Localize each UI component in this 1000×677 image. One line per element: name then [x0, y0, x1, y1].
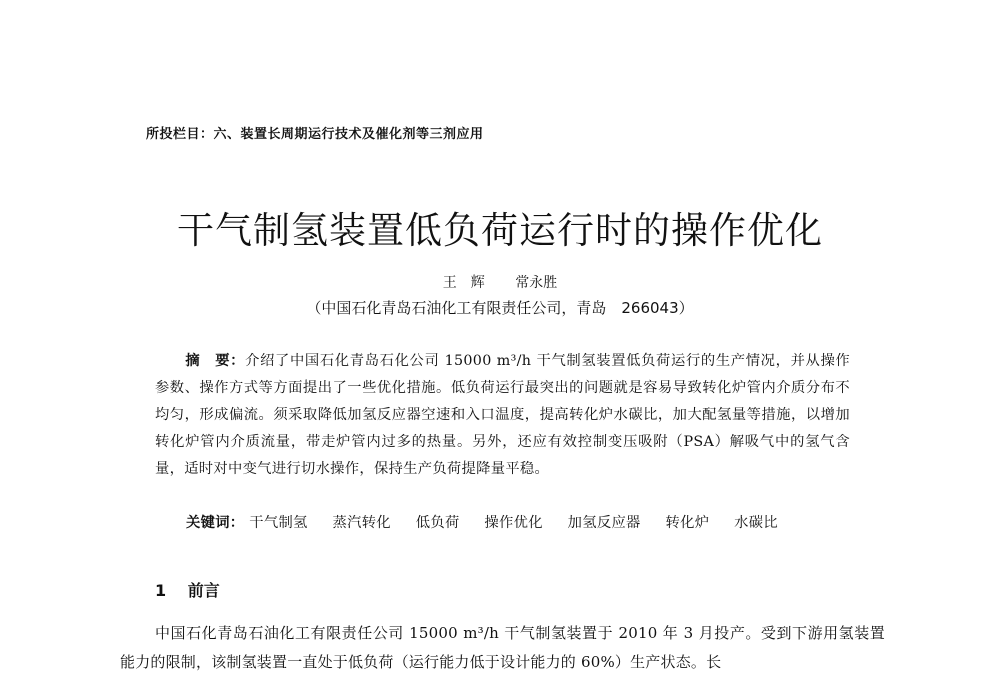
author-name: 王 辉 [442, 275, 485, 291]
abstract [155, 348, 850, 483]
section-heading [155, 578, 220, 601]
section-title: 前言 [187, 581, 220, 600]
body-paragraph: 中国石化青岛石油化工有限责任公司 15000 m³/h 干气制氢装置于 2010 年 3 月投产。受到下游用氢装置能力的限制，该制氢装置一直处于低负荷（运行能力低于设计能力的 60%）生产状态。长 [120, 624, 885, 671]
keyword: 水碳比 [734, 515, 778, 531]
keywords [186, 512, 798, 532]
abstract-label: 摘 要： [185, 353, 246, 369]
keyword: 干气制氢 [249, 515, 308, 531]
keywords-label: 关键词： [186, 515, 245, 531]
keyword: 转化炉 [665, 515, 710, 531]
author-list [0, 272, 1000, 292]
keyword: 低负荷 [415, 515, 460, 531]
author-name: 常永胜 [515, 275, 558, 291]
author-affiliation: （中国石化青岛石油化工有限责任公司，青岛 266043） [306, 299, 694, 317]
column-note: 所投栏目：六、装置长周期运行技术及催化剂等三剂应用 [146, 127, 484, 142]
keyword: 操作优化 [484, 515, 543, 531]
section-number: 1 [155, 581, 167, 600]
keyword: 加氢反应器 [567, 515, 641, 531]
abstract-text: 介绍了中国石化青岛石化公司 15000 m³/h 干气制氢装置低负荷运行的生产情况，并从操作参数、操作方式等方面提出了一些优化措施。低负荷运行最突出的问题就是容易导致转化炉管内介质分布不均匀，形成偏流。须采取降低加氢反应器空速和入口温度，提高转化炉水碳比，加大配氢量等措施，以增加转化炉管内介质流量，带走炉管内过多的热量。另外，还应有效控制变压吸附（PSA）解吸气中的氢气含量，适时对中变气进行切水操作，保持生产负荷提降量平稳。 [155, 353, 850, 477]
keyword: 蒸汽转化 [332, 515, 391, 531]
paper-title: 干气制氢装置低负荷运行时的操作优化 [177, 209, 823, 252]
